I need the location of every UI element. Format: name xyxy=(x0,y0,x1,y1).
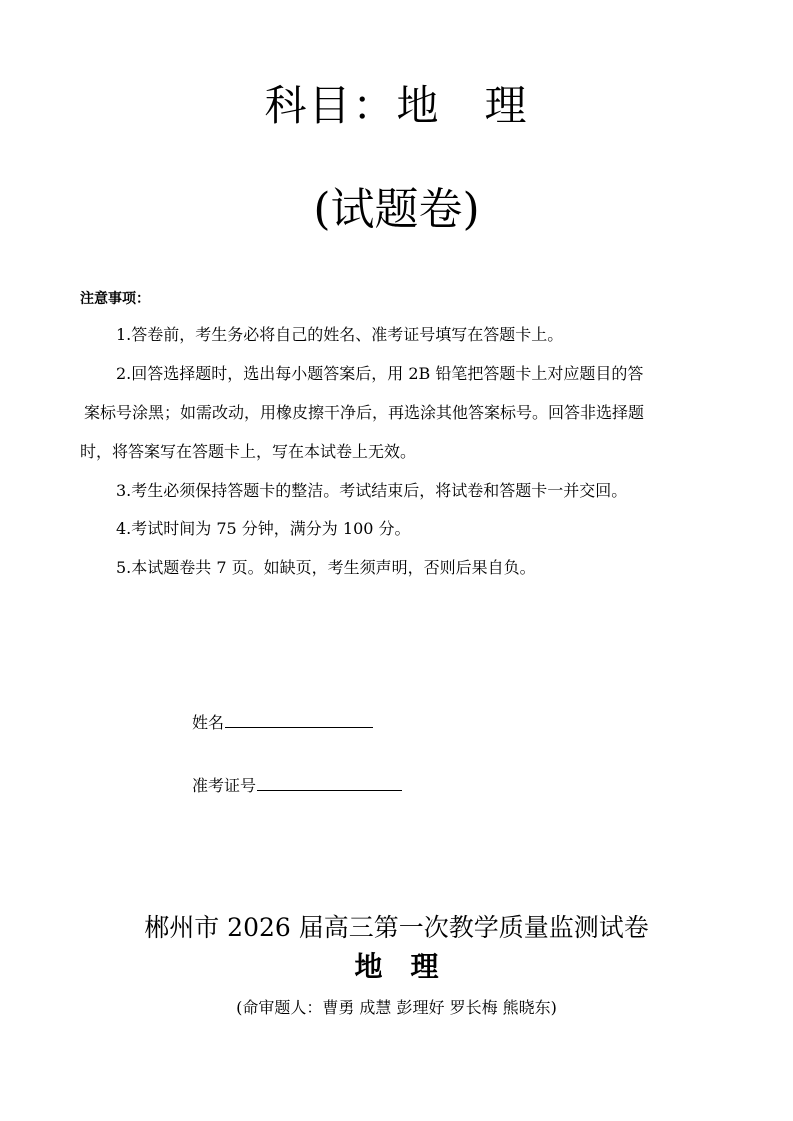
name-label: 姓名 xyxy=(192,713,225,732)
notice-item-1: 1.答卷前，考生务必将自己的姓名、准考证号填写在答题卡上。 xyxy=(116,325,564,344)
notice-item-4: 4.考试时间为 75 分钟，满分为 100 分。 xyxy=(116,519,411,538)
name-field xyxy=(192,711,373,734)
notice-item-2-line-1: 2.回答选择题时，选出每小题答案后，用 2B 铅笔把答题卡上对应题目的答 xyxy=(116,364,644,383)
notice-item-5: 5.本试题卷共 7 页。如缺页，考生须声明，否则后果自负。 xyxy=(116,558,536,577)
notice-item-3: 3.考生必须保持答题卡的整洁。考试结束后，将试卷和答题卡一并交回。 xyxy=(116,481,628,500)
name-blank-line xyxy=(225,711,373,728)
subject-title: 科目：地 理 xyxy=(264,81,529,130)
exam-id-blank-line xyxy=(257,774,402,791)
exam-id-field xyxy=(192,774,402,797)
notice-item-2-line-3: 时，将答案写在答题卡上，写在本试卷上无效。 xyxy=(80,442,417,461)
exam-subject: 地 理 xyxy=(354,950,439,983)
paper-kind-label: (试题卷) xyxy=(313,184,480,235)
exam-id-label: 准考证号 xyxy=(192,776,257,795)
notice-item-2-line-2: 案标号涂黑；如需改动，用橡皮擦干净后，再选涂其他答案标号。回答非选择题 xyxy=(84,403,645,422)
notice-heading: 注意事项： xyxy=(80,291,150,307)
exam-title: 郴州市 2026 届高三第一次教学质量监测试卷 xyxy=(144,913,649,942)
authors-line: (命审题人：曹勇 成慧 彭理好 罗长梅 熊晓东) xyxy=(236,998,557,1017)
